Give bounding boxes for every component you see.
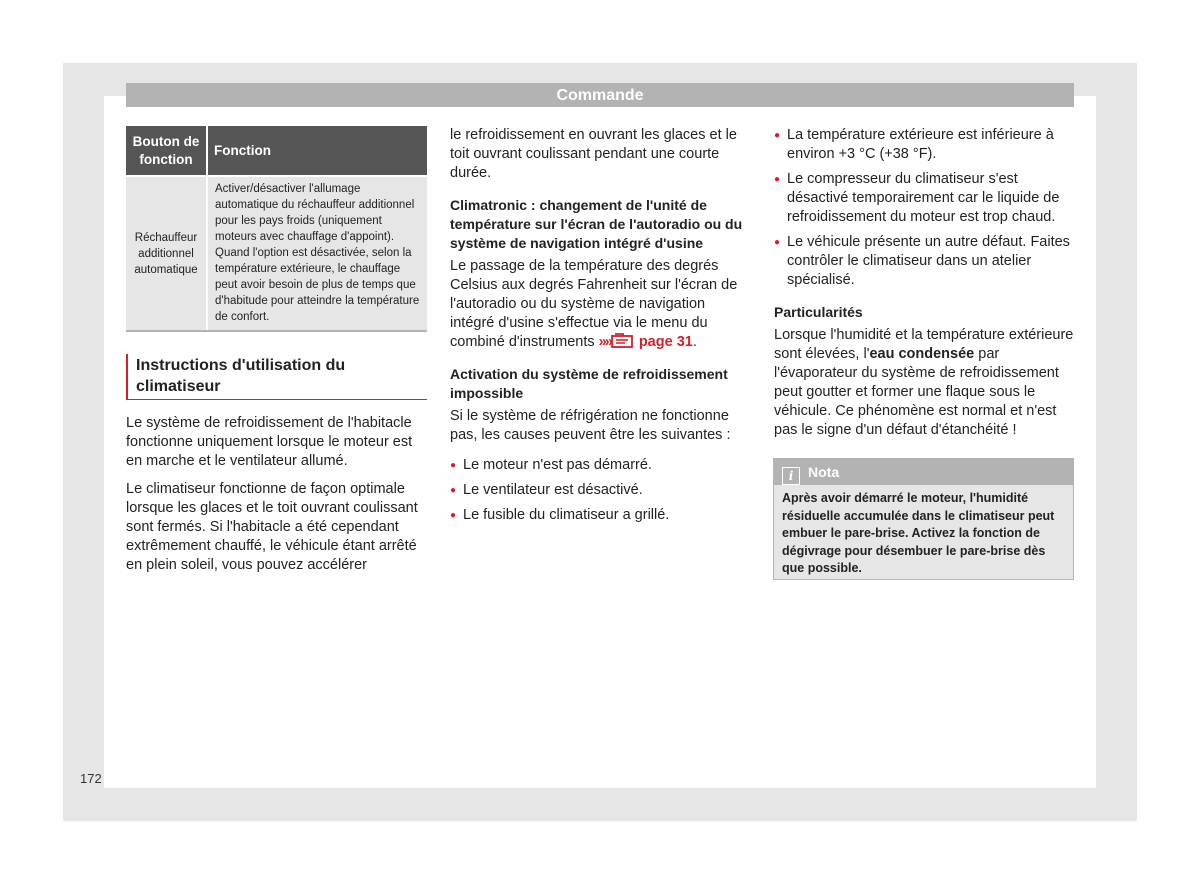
info-icon: i bbox=[782, 467, 800, 485]
function-table-container bbox=[126, 126, 427, 332]
function-table bbox=[126, 126, 427, 332]
column-3 bbox=[774, 126, 1074, 440]
paragraph: Le système de refroidissement de l'habitacle fonctionne uniquement lorsque le moteur est en marche et le ventilateur allumé. bbox=[126, 415, 413, 469]
paragraph-text: Lorsque l'humidité et la température extérieure sont élevées, l' bbox=[774, 327, 1074, 362]
column-2 bbox=[450, 126, 748, 525]
paragraph-text: Le passage de la température des degrés Celsius aux degrés Fahrenheit sur l'écran de l'autoradio ou du système de navigation intégré d'usine s'effectue via le menu du combiné d'instruments bbox=[450, 258, 738, 350]
subheading-activation: Activation du système de refroidissement impossible bbox=[450, 366, 728, 401]
subheading-particularites: Particularités bbox=[774, 304, 863, 320]
paragraph-text: par l'évaporateur du système de refroidissement peut goutter et former une flaque sous le véhicule. Ce phénomène est normal et n'est pas le signe d'un défaut d'étanchéité ! bbox=[774, 346, 1059, 438]
table-cell-function: Activer/désactiver l'allumage automatique du réchauffeur additionnel pour les pays froids (uniquement moteurs avec chauffage d'appoint). Quand l'option est désactivée, selon la température extérieure, le chauffage peut avoir besoin de plus de temps que d'habitude pour atteindre la température de confort. bbox=[207, 176, 427, 331]
book-reference-icon bbox=[611, 333, 635, 348]
table-header-row bbox=[126, 126, 427, 176]
table-header-button: Bouton de fonction bbox=[126, 126, 207, 176]
chapter-header: Commande bbox=[126, 83, 1074, 107]
note-title: Nota bbox=[808, 464, 840, 480]
section-body bbox=[126, 414, 427, 584]
page-reference-link[interactable]: page 31 bbox=[638, 334, 693, 350]
note-text: Après avoir démarré le moteur, l'humidité résiduelle accumulée dans le climatiseur peut embuer le pare-brise. Activez la fonction de dégivrage pour désembuer le pare-brise dès que possible. bbox=[782, 491, 1055, 575]
note-header bbox=[774, 459, 1073, 485]
page-number: 172 bbox=[80, 771, 102, 786]
bold-term: eau condensée bbox=[869, 346, 975, 362]
paragraph: Le passage de la température des degrés Celsius aux degrés Fahrenheit sur l'écran de l'autoradio ou du système de navigation intégré d'usine s'effectue via le menu du combiné d'instruments »» page 31. bbox=[450, 258, 738, 350]
list-item: ● Le moteur n'est pas démarré. bbox=[450, 456, 748, 475]
table-header-function: Fonction bbox=[207, 126, 427, 176]
reference-arrow: »» bbox=[598, 334, 611, 350]
list-item: ● Le compresseur du climatiseur s'est désactivé temporairement car le liquide de refroidissement du moteur est trop chaud. bbox=[774, 170, 1074, 227]
table-row bbox=[126, 176, 427, 331]
table-cell-button: Réchauffeur additionnel automatique bbox=[126, 176, 207, 331]
paragraph: Le climatiseur fonctionne de façon optimale lorsque les glaces et le toit ouvrant coulissant sont fermés. Si l'habitacle a été cependant extrêmement chauffé, le véhicule étant arrêté en plein soleil, vous pouvez accélérer bbox=[126, 481, 418, 573]
note-box bbox=[773, 458, 1074, 580]
paragraph: le refroidissement en ouvrant les glaces et le toit ouvrant coulissant pendant une courte durée. bbox=[450, 127, 737, 181]
section-heading bbox=[126, 354, 427, 400]
list-item: ● Le fusible du climatiseur a grillé. bbox=[450, 506, 748, 525]
list-item: ● La température extérieure est inférieure à environ +3 °C (+38 °F). bbox=[774, 126, 1074, 164]
paragraph bbox=[774, 326, 1074, 440]
list-item: ● Le ventilateur est désactivé. bbox=[450, 481, 748, 500]
paragraph: Si le système de réfrigération ne fonctionne pas, les causes peuvent être les suivantes : bbox=[450, 408, 731, 443]
list-item: ● Le véhicule présente un autre défaut. Faites contrôler le climatiseur dans un atelier spécialisé. bbox=[774, 233, 1074, 290]
subheading-climatronic: Climatronic : changement de l'unité de température sur l'écran de l'autoradio ou du système de navigation intégré d'usine bbox=[450, 197, 743, 251]
section-title: Instructions d'utilisation du climatiseur bbox=[136, 357, 346, 395]
